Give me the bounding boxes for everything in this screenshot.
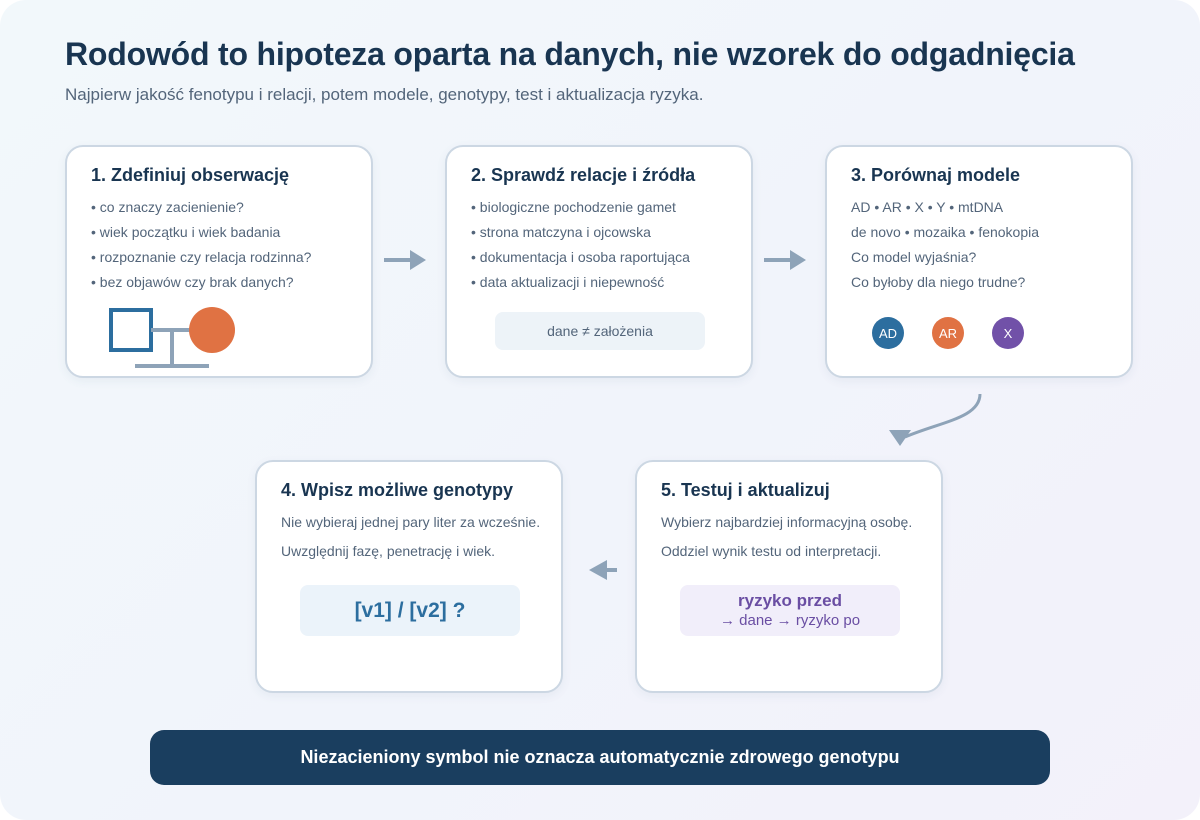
step-2-line-3: • dokumentacja i osoba raportująca: [471, 249, 690, 265]
step-2-line-4: • data aktualizacji i niepewność: [471, 274, 665, 290]
page-title: Rodowód to hipoteza oparta na danych, nie wzorek do odgadnięcia: [65, 36, 1075, 72]
page-subtitle: Najpierw jakość fenotypu i relacji, potem modele, genotypy, test i aktualizacja ryzyka.: [65, 85, 704, 104]
step-1-line-2: • wiek początku i wiek badania: [91, 224, 281, 240]
step-5-title: 5. Testuj i aktualizuj: [661, 480, 830, 500]
pedigree-square-circle-icon: [107, 304, 237, 374]
step-3-line-2: de novo • mozaika • fenokopia: [851, 224, 1040, 240]
step-1-line-3: • rozpoznanie czy relacja rodzinna?: [91, 249, 312, 265]
curved-arrow-down-icon: [885, 390, 990, 450]
step-4-line-2: Uwzględnij fazę, penetrację i wiek.: [281, 543, 495, 559]
footer-banner: Niezacieniony symbol nie oznacza automatycznie zdrowego genotypu: [150, 730, 1050, 785]
step-3-line-4: Co byłoby dla niego trudne?: [851, 274, 1026, 290]
step-1-line-4: • bez objawów czy brak danych?: [91, 274, 294, 290]
step-1-line-1: • co znaczy zacienienie?: [91, 199, 244, 215]
arrow-right-icon-2: [760, 248, 810, 272]
step-card-5: [635, 460, 943, 693]
step-card-2: [445, 145, 753, 378]
step-2-line-1: • biologiczne pochodzenie gamet: [471, 199, 676, 215]
genotype-formula: [v1] / [v2] ?: [300, 585, 520, 636]
arrow-left-icon: [585, 558, 621, 582]
risk-before-label: ryzyko przed: [738, 590, 842, 610]
step-card-4: [255, 460, 563, 693]
model-badge-ad: AD: [872, 317, 904, 349]
step-card-1: [65, 145, 373, 378]
step-4-line-1: Nie wybieraj jednej pary liter za wcześnie.: [281, 514, 541, 530]
step-3-line-1: AD • AR • X • Y • mtDNA: [851, 199, 1004, 215]
step-5-line-1: Wybierz najbardziej informacyjną osobę.: [661, 514, 913, 530]
arrow-right-icon-1: [380, 248, 430, 272]
risk-after-label: → dane → ryzyko po: [719, 611, 861, 629]
step-3-line-3: Co model wyjaśnia?: [851, 249, 977, 265]
model-badge-x: X: [992, 317, 1024, 349]
step-card-3: [825, 145, 1133, 378]
risk-update-box: [680, 585, 900, 636]
model-badge-ar: AR: [932, 317, 964, 349]
step-3-title: 3. Porównaj modele: [851, 165, 1021, 185]
step-1-title: 1. Zdefiniuj obserwację: [91, 165, 290, 185]
data-vs-assumptions-note: dane ≠ założenia: [495, 312, 705, 350]
step-2-line-2: • strona matczyna i ojcowska: [471, 224, 651, 240]
step-2-title: 2. Sprawdź relacje i źródła: [471, 165, 696, 185]
step-5-line-2: Oddziel wynik testu od interpretacji.: [661, 543, 882, 559]
step-4-title: 4. Wpisz możliwe genotypy: [281, 480, 514, 500]
